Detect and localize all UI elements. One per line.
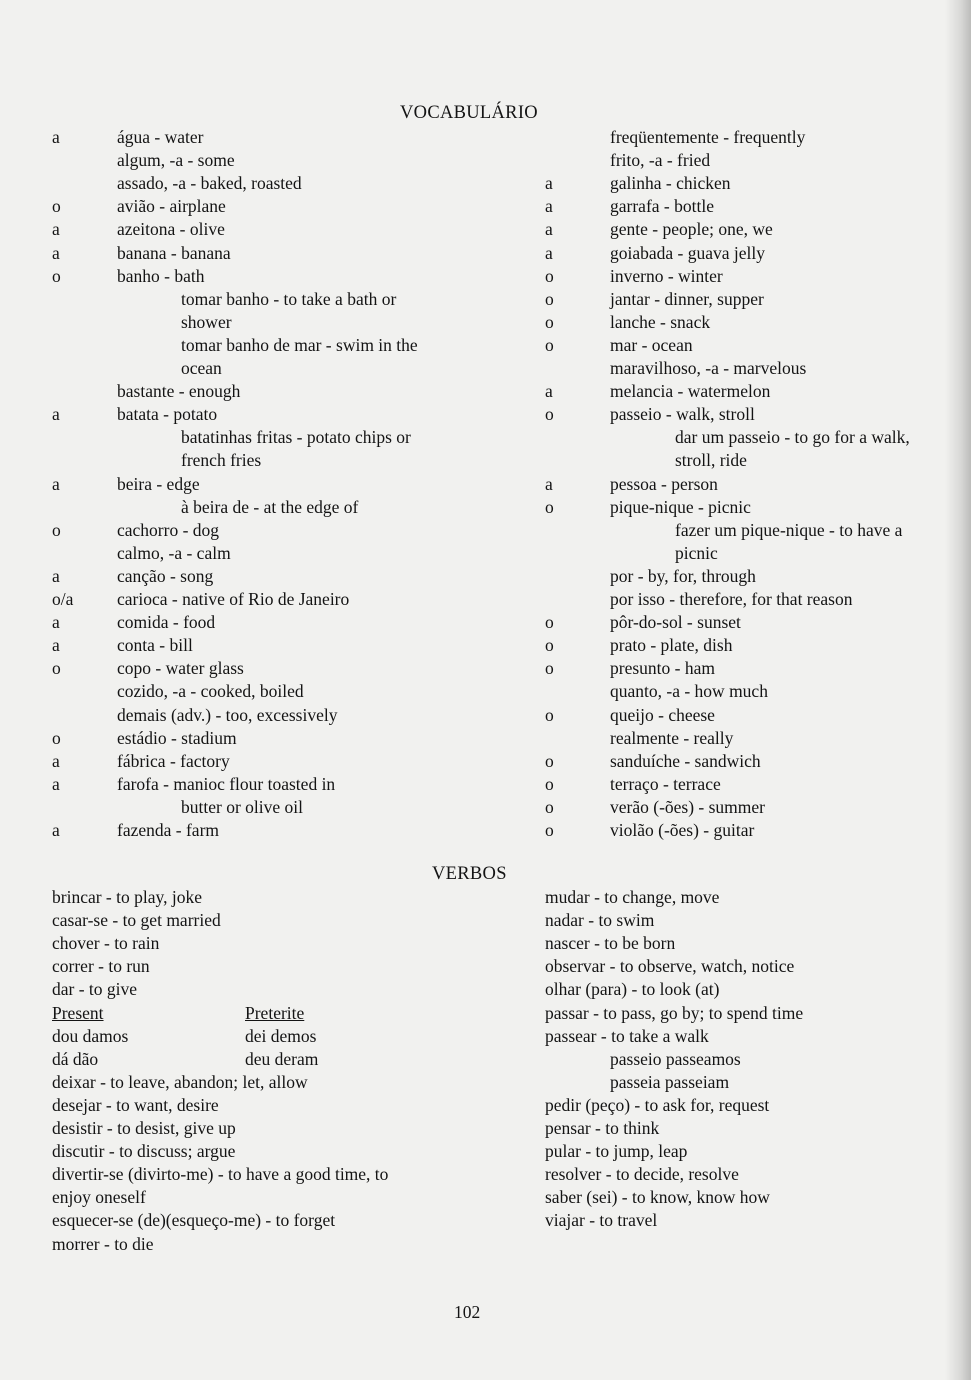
verb-right-entry: passar - to pass, go by; to spend time bbox=[545, 1002, 804, 1023]
vocab-left-entry: banana - banana bbox=[117, 242, 231, 263]
vocab-right-entry: jantar - dinner, supper bbox=[610, 288, 764, 309]
verb-left-conjugation: deu deram bbox=[245, 1048, 319, 1069]
verb-left-entry: enjoy oneself bbox=[52, 1187, 146, 1208]
vocab-right-article: o bbox=[545, 635, 554, 656]
verb-left-conjugation: Preterite bbox=[245, 1002, 305, 1023]
vocab-right-entry: por - by, for, through bbox=[610, 565, 756, 586]
vocab-right-article: o bbox=[545, 750, 554, 771]
vocab-right-article: o bbox=[545, 404, 554, 425]
vocab-left-entry: batatinhas fritas - potato chips or bbox=[181, 427, 411, 448]
vocab-right-article: a bbox=[545, 173, 553, 194]
vocab-right-article: o bbox=[545, 311, 554, 332]
vocab-right-entry: violão (-ões) - guitar bbox=[610, 820, 755, 840]
verb-right-entry: olhar (para) - to look (at) bbox=[545, 979, 720, 1000]
vocab-left-entry: ocean bbox=[181, 358, 222, 378]
verb-left-entry: casar-se - to get married bbox=[52, 910, 221, 931]
vocab-left-article: o bbox=[52, 265, 61, 286]
verb-left-entry: chover - to rain bbox=[52, 933, 160, 954]
verb-right-entry: viajar - to travel bbox=[545, 1210, 658, 1231]
verb-right-entry: mudar - to change, move bbox=[545, 887, 720, 907]
vocab-right-article: o bbox=[545, 658, 554, 679]
verb-left-entry: brincar - to play, joke bbox=[52, 887, 202, 907]
vocab-right-entry: inverno - winter bbox=[610, 265, 723, 286]
vocab-left-article: a bbox=[52, 473, 60, 494]
vocab-left-entry: tomar banho - to take a bath or bbox=[181, 288, 397, 309]
vocab-left-entry: farofa - manioc flour toasted in bbox=[117, 773, 336, 794]
vocab-right-article: o bbox=[545, 265, 554, 286]
vocab-left-article: o bbox=[52, 519, 61, 540]
vocab-right-entry: maravilhoso, -a - marvelous bbox=[610, 358, 807, 378]
vocab-left-article: a bbox=[52, 219, 60, 240]
verb-left-conjugation: dou damos bbox=[52, 1025, 129, 1046]
verbs-title: VERBOS bbox=[432, 864, 507, 884]
vocab-right-entry: picnic bbox=[675, 542, 718, 563]
vocab-left-article: a bbox=[52, 404, 60, 425]
vocab-left-article: a bbox=[52, 127, 60, 147]
vocab-left-entry: beira - edge bbox=[117, 473, 200, 494]
vocab-left-entry: copo - water glass bbox=[117, 658, 244, 679]
verb-right-entry: passear - to take a walk bbox=[545, 1025, 709, 1046]
vocab-left-article: o bbox=[52, 727, 61, 748]
vocab-left-article: a bbox=[52, 612, 60, 633]
vocab-right-article: a bbox=[545, 381, 553, 402]
vocab-left-entry: butter or olive oil bbox=[181, 796, 303, 817]
vocab-right-entry: stroll, ride bbox=[675, 450, 747, 471]
vocab-left-article: o/a bbox=[52, 589, 74, 609]
verb-right-entry: observar - to observe, watch, notice bbox=[545, 956, 795, 977]
page-title: VOCABULÁRIO bbox=[400, 103, 538, 123]
vocab-right-entry: goiabada - guava jelly bbox=[610, 242, 766, 263]
vocab-right-article: o bbox=[545, 496, 554, 517]
page-number: 102 bbox=[454, 1302, 481, 1322]
vocab-left-entry: carioca - native of Rio de Janeiro bbox=[117, 589, 350, 609]
vocab-right-article: o bbox=[545, 773, 554, 794]
vocab-left-entry: água - water bbox=[117, 127, 204, 147]
vocab-left-entry: calmo, -a - calm bbox=[117, 542, 231, 563]
vocab-right-article: o bbox=[545, 334, 554, 355]
verb-left-entry: deixar - to leave, abandon; let, allow bbox=[52, 1071, 308, 1092]
vocab-right-entry: mar - ocean bbox=[610, 334, 693, 355]
vocab-left-entry: cozido, -a - cooked, boiled bbox=[117, 681, 304, 702]
vocab-right-entry: pessoa - person bbox=[610, 473, 718, 494]
vocab-right-entry: freqüentemente - frequently bbox=[610, 127, 806, 147]
verb-left-entry: desistir - to desist, give up bbox=[52, 1118, 236, 1138]
vocab-left-entry: canção - song bbox=[117, 565, 214, 586]
vocab-right-entry: gente - people; one, we bbox=[610, 219, 773, 240]
vocab-right-article: a bbox=[545, 473, 553, 494]
vocab-right-entry: passeio - walk, stroll bbox=[610, 404, 755, 425]
vocab-right-entry: pôr-do-sol - sunset bbox=[610, 612, 741, 633]
vocab-left-entry: conta - bill bbox=[117, 635, 193, 656]
vocab-right-entry: por isso - therefore, for that reason bbox=[610, 589, 853, 609]
vocab-right-entry: pique-nique - picnic bbox=[610, 496, 751, 517]
vocab-right-article: o bbox=[545, 820, 554, 840]
verb-right-entry: passeia passeiam bbox=[610, 1071, 730, 1092]
vocab-right-article: o bbox=[545, 612, 554, 633]
vocab-right-entry: verão (-ões) - summer bbox=[610, 796, 766, 817]
vocab-left-entry: algum, -a - some bbox=[117, 150, 235, 171]
vocab-right-entry: quanto, -a - how much bbox=[610, 681, 768, 702]
verb-right-entry: pedir (peço) - to ask for, request bbox=[545, 1094, 770, 1115]
vocab-left-article: a bbox=[52, 773, 60, 794]
vocab-right-entry: lanche - snack bbox=[610, 311, 711, 332]
vocab-right-article: o bbox=[545, 288, 554, 309]
vocab-right-entry: presunto - ham bbox=[610, 658, 715, 679]
vocab-left-article: a bbox=[52, 820, 60, 840]
vocab-right-entry: fazer um pique-nique - to have a bbox=[675, 519, 903, 540]
verb-left-entry: correr - to run bbox=[52, 956, 150, 977]
verb-right-entry: resolver - to decide, resolve bbox=[545, 1164, 739, 1185]
verb-left-entry: divertir-se (divirto-me) - to have a good time, to bbox=[52, 1164, 389, 1185]
vocab-right-entry: prato - plate, dish bbox=[610, 635, 733, 656]
vocab-left-article: o bbox=[52, 196, 61, 217]
vocab-right-entry: garrafa - bottle bbox=[610, 196, 714, 217]
verb-right-entry: nascer - to be born bbox=[545, 933, 676, 954]
vocab-right-entry: dar um passeio - to go for a walk, bbox=[675, 427, 910, 448]
vocab-left-article: o bbox=[52, 658, 61, 679]
verb-right-entry: pular - to jump, leap bbox=[545, 1141, 688, 1162]
vocab-right-entry: galinha - chicken bbox=[610, 173, 731, 194]
verb-left-conjugation: dá dão bbox=[52, 1048, 99, 1069]
vocab-left-entry: shower bbox=[181, 311, 232, 332]
vocab-right-entry: melancia - watermelon bbox=[610, 381, 771, 402]
page-edge-shadow bbox=[945, 0, 971, 1380]
vocab-left-entry: assado, -a - baked, roasted bbox=[117, 173, 302, 194]
verb-left-entry: discutir - to discuss; argue bbox=[52, 1141, 236, 1162]
verb-left-entry: morrer - to die bbox=[52, 1233, 154, 1254]
vocab-right-article: o bbox=[545, 796, 554, 817]
vocab-left-entry: avião - airplane bbox=[117, 196, 226, 217]
vocab-left-entry: fazenda - farm bbox=[117, 820, 220, 840]
vocab-right-entry: sanduíche - sandwich bbox=[610, 750, 761, 771]
vocab-left-entry: banho - bath bbox=[117, 265, 205, 286]
vocab-left-entry: batata - potato bbox=[117, 404, 218, 425]
verb-left-entry: esquecer-se (de)(esqueço-me) - to forget bbox=[52, 1210, 336, 1231]
verb-right-entry: saber (sei) - to know, know how bbox=[545, 1187, 770, 1208]
vocab-left-entry: demais (adv.) - too, excessively bbox=[117, 704, 338, 725]
vocab-left-article: a bbox=[52, 750, 60, 771]
vocab-left-entry: tomar banho de mar - swim in the bbox=[181, 334, 418, 355]
vocab-left-entry: fábrica - factory bbox=[117, 750, 230, 771]
verb-right-entry: nadar - to swim bbox=[545, 910, 655, 931]
vocab-left-entry: azeitona - olive bbox=[117, 219, 225, 240]
vocab-right-article: a bbox=[545, 219, 553, 240]
verb-left-conjugation: dei demos bbox=[245, 1025, 317, 1046]
vocab-left-entry: french fries bbox=[181, 450, 262, 471]
vocab-right-article: a bbox=[545, 242, 553, 263]
vocab-right-article: a bbox=[545, 196, 553, 217]
vocab-right-entry: realmente - really bbox=[610, 727, 734, 748]
vocab-right-article: o bbox=[545, 704, 554, 725]
verb-right-entry: passeio passeamos bbox=[610, 1048, 741, 1069]
vocab-left-article: a bbox=[52, 635, 60, 656]
verb-left-entry: desejar - to want, desire bbox=[52, 1094, 219, 1115]
vocab-left-entry: bastante - enough bbox=[117, 381, 241, 402]
vocab-left-entry: comida - food bbox=[117, 612, 216, 633]
vocab-left-article: a bbox=[52, 242, 60, 263]
verb-left-conjugation: Present bbox=[52, 1002, 104, 1023]
vocab-right-entry: terraço - terrace bbox=[610, 773, 721, 794]
vocab-right-entry: frito, -a - fried bbox=[610, 150, 711, 171]
vocab-left-article: a bbox=[52, 565, 60, 586]
vocab-left-entry: cachorro - dog bbox=[117, 519, 220, 540]
vocab-left-entry: à beira de - at the edge of bbox=[181, 496, 359, 517]
verb-left-entry: dar - to give bbox=[52, 979, 138, 1000]
vocab-right-entry: queijo - cheese bbox=[610, 704, 715, 725]
vocab-left-entry: estádio - stadium bbox=[117, 727, 237, 748]
verb-right-entry: pensar - to think bbox=[545, 1118, 660, 1138]
